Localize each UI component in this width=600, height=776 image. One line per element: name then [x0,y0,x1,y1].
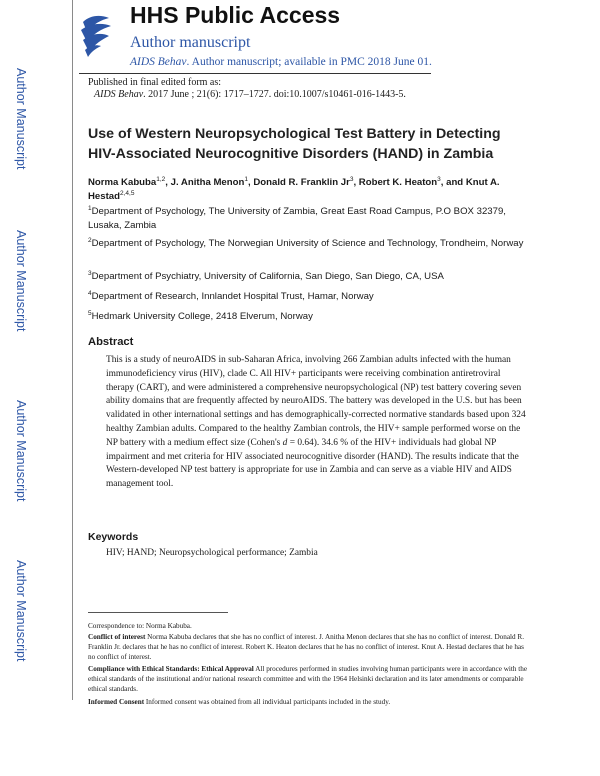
author-name: Norma Kabuba [88,177,157,188]
author-separator: , [247,177,254,188]
affiliation [88,237,528,251]
affiliation [88,270,528,284]
author-manuscript-subtitle: Author manuscript [130,34,251,51]
author-name: Knut A. Hestad [88,177,500,202]
affiliation [88,310,528,324]
footnote-divider [88,612,228,613]
affiliation-text: Department of Psychiatry, University of California, San Diego, San Diego, CA, USA [91,271,444,282]
article-title: Use of Western Neuropsychological Test Battery in Detecting HIV-Associated Neurocognitive Disorders (HAND) in Zambia [88,126,501,162]
affiliation-number: 3 [88,269,92,277]
hhs-eagle-logo-icon [79,10,113,60]
author-name: Donald R. Franklin Jr [253,177,350,188]
author-affiliation-ref: 3 [349,175,354,183]
cohens-d-symbol: d [282,437,288,448]
ethical-standards-note [88,664,528,695]
abstract-text: = 0.64). 34.6 % of the HIV+ individuals had global NP impairment and met criteria for HIV associated neurocognitive disorder (HAND). The results indicate that the Western-developed NP test battery is appropriate for use in Zambia and can serve as a viable HIV and AIDS management tool. [106,437,519,490]
note-text: Informed consent was obtained from all individual participants included in the study. [144,698,391,706]
affiliation-number: 1 [88,204,92,212]
note-label: Conflict of interest [88,633,146,641]
author-affiliation-ref: 3 [437,175,441,183]
abstract-body [106,354,528,492]
informed-consent-note [88,697,528,707]
note-text: All procedures performed in studies involving human participants were in accordance with the ethical standards of the institutional and/or national research committee and with the 1964 Helsinki declaration and its later amendments or comparable ethical standards. [88,665,528,694]
author-affiliation-ref: 1,2 [156,175,166,183]
abstract-heading: Abstract [88,336,134,348]
availability-line [130,56,432,68]
journal-name: AIDS Behav [130,56,187,68]
citation-journal: AIDS Behav [94,89,144,100]
affiliation [88,205,528,233]
affiliation-text: Department of Psychology, The Norwegian University of Science and Technology, Trondheim, Norway [91,238,524,249]
note-text: Norma Kabuba declares that she has no conflict of interest. J. Anitha Menon declares that she has no conflict of interest. Donald R. Franklin Jr. declares that he has no conflict of interest. Robert K. Heaton declares that he has no conflict of interest. Knut A. Hestad declares that he has no conflict of interest. [88,633,524,662]
affiliation-text: Hedmark University College, 2418 Elverum, Norway [91,311,313,322]
citation-details: . 2017 June ; 21(6): 1717–1727. doi:10.1007/s10461-016-1443-5. [143,89,406,100]
published-final-form: Published in final edited form as: [88,77,222,88]
author-separator: , [165,177,171,188]
note-label: Compliance with Ethical Standards: Ethical Approval [88,665,254,673]
author-affiliation-ref: 1 [244,175,248,183]
affiliation-text: Department of Psychology, The University of Zambia, Great East Road Campus, P.O BOX 32379, Lusaka, Zambia [88,206,506,231]
author-list [88,176,528,204]
affiliation-number: 4 [88,289,92,297]
citation [94,89,406,100]
margin-rule [72,0,73,700]
author-affiliation-ref: 2,4,5 [120,189,135,197]
keywords-heading: Keywords [88,531,139,543]
availability-text: . Author manuscript; available in PMC 2018 June 01. [186,56,432,68]
affiliation-number: 5 [88,309,92,317]
author-separator: , and [440,177,466,188]
conflict-of-interest-note [88,632,528,663]
header-divider [79,73,431,74]
hhs-public-access-title: HHS Public Access [130,2,341,28]
author-name: Robert K. Heaton [358,177,438,188]
side-label-author-manuscript: Author Manuscript [14,68,28,170]
affiliation [88,290,528,304]
correspondence-note: Correspondence to: Norma Kabuba. [88,622,192,630]
author-separator: , [353,177,359,188]
side-label-author-manuscript: Author Manuscript [14,560,28,662]
keywords-list: HIV; HAND; Neuropsychological performance; Zambia [106,548,318,558]
side-label-author-manuscript: Author Manuscript [14,400,28,502]
note-label: Informed Consent [88,698,145,706]
abstract-text: This is a study of neuroAIDS in sub-Saharan Africa, involving 266 Zambian adults infected with the human immunodeficiency virus (HIV), clade C. All HIV+ participants were receiving combination antiretroviral therapy (CART), and were administered a comprehensive neuropsychological (NP) test battery covering seven ability domains that are frequently affected by neuroAIDS. The battery was developed in the U.S. but has been validated in other international settings and has demographically-corrected normative standards based upon 324 healthy Zambian adults. Compared to the healthy Zambian controls, the HIV+ sample performed worse on the NP battery with a medium effect size (Cohen's [106,355,526,448]
affiliation-number: 2 [88,236,92,244]
side-label-author-manuscript: Author Manuscript [14,230,28,332]
affiliation-text: Department of Research, Innlandet Hospital Trust, Hamar, Norway [91,291,374,302]
author-name: J. Anitha Menon [170,177,245,188]
